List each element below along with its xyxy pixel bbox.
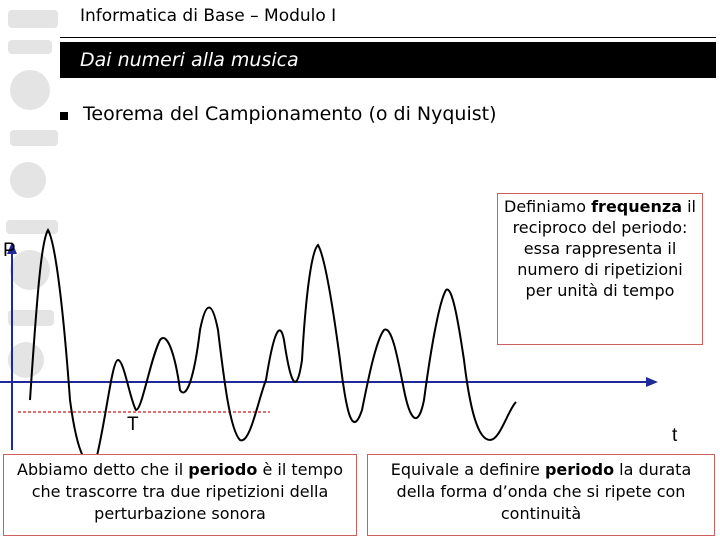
- sound-wave: [30, 230, 516, 463]
- period-callout: [3, 454, 357, 536]
- bullet-text: Teorema del Campionamento (o di Nyquist): [83, 103, 497, 125]
- period-callout-pre: Abbiamo detto che il: [17, 460, 189, 479]
- section-title: Dai numeri alla musica: [80, 49, 299, 71]
- frequency-term: frequenza: [591, 197, 682, 216]
- course-title: Informatica di Base – Modulo I: [80, 6, 337, 26]
- time-axis-label: t: [672, 425, 678, 446]
- period-term: periodo: [188, 460, 258, 479]
- waveform-callout: [367, 454, 715, 536]
- frequency-callout-post: il reciproco del periodo: essa rappresenta il numero di ripetizioni per unità di tempo: [512, 197, 696, 300]
- y-axis-label: P: [3, 240, 16, 261]
- time-axis-arrow: [646, 377, 658, 387]
- period-callout-post: è il tempo che trascorre tra due ripetizioni della perturbazione sonora: [31, 460, 343, 523]
- waveform-period-term: periodo: [544, 460, 615, 479]
- period-label: T: [127, 414, 139, 435]
- frequency-callout-pre: Definiamo: [504, 197, 592, 216]
- waveform-callout-post: la durata della forma d’onda che si ripete con continuità: [396, 460, 692, 523]
- frequency-callout: [497, 193, 703, 345]
- waveform-callout-pre: Equivale a definire: [390, 460, 545, 479]
